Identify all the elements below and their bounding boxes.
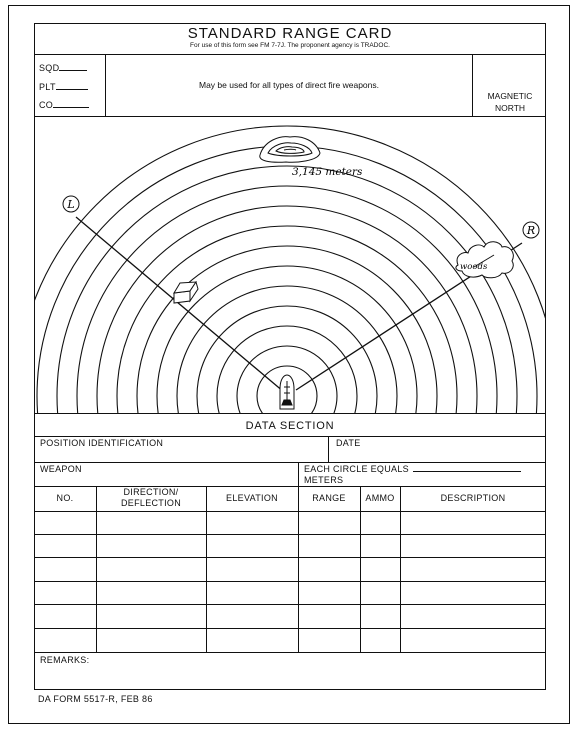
table-row — [34, 558, 546, 582]
table-cell-elevation[interactable] — [210, 539, 294, 553]
plt-label: PLT — [39, 82, 56, 92]
table-cell-description[interactable] — [404, 562, 542, 576]
table-cell-direction[interactable] — [100, 515, 202, 529]
table-cell-range[interactable] — [302, 562, 356, 576]
magnetic-north-label-1: MAGNETIC — [487, 91, 533, 101]
table-cell-no[interactable] — [38, 539, 92, 553]
position-identification-label: POSITION IDENTIFICATION — [40, 438, 164, 448]
distance-label: 3,145 meters — [292, 166, 363, 178]
col-header-range: RANGE — [312, 493, 346, 503]
unit-divider — [105, 54, 106, 116]
table-cell-range[interactable] — [302, 586, 356, 600]
table-cell-ammo[interactable] — [364, 633, 396, 647]
date-divider — [328, 436, 329, 462]
left-sector-line — [76, 217, 284, 392]
col-header-elevation: ELEVATION — [226, 493, 278, 503]
meters-label: METERS — [304, 475, 344, 485]
circle-equals-label: EACH CIRCLE EQUALS — [304, 464, 409, 474]
form-id: DA FORM 5517-R, FEB 86 — [38, 694, 153, 704]
table-row — [34, 511, 546, 535]
table-cell-direction[interactable] — [100, 562, 202, 576]
left-limit-letter: L — [67, 198, 75, 211]
table-cell-direction[interactable] — [100, 609, 202, 623]
table-cell-description[interactable] — [404, 609, 542, 623]
north-divider — [472, 54, 473, 116]
table-cell-elevation[interactable] — [210, 633, 294, 647]
table-cell-no[interactable] — [38, 562, 92, 576]
table-cell-ammo[interactable] — [364, 562, 396, 576]
table-row — [34, 535, 546, 559]
table-cell-range[interactable] — [302, 609, 356, 623]
usage-note: May be used for all types of direct fire weapons. — [198, 80, 379, 90]
co-label: CO — [39, 100, 54, 110]
heading-divider — [34, 436, 546, 437]
table-cell-no[interactable] — [38, 515, 92, 529]
table-cell-elevation[interactable] — [210, 562, 294, 576]
table-cell-ammo[interactable] — [364, 515, 396, 529]
weapon-label: WEAPON — [40, 464, 82, 474]
weapon-position-icon — [280, 375, 294, 409]
sqd-label: SQD — [39, 63, 60, 73]
table-cell-description[interactable] — [404, 586, 542, 600]
data-table-body — [34, 511, 546, 652]
col-header-no: NO. — [56, 493, 74, 503]
table-cell-description[interactable] — [404, 515, 542, 529]
form-subtitle: For use of this form see FM 7-7J. The proponent agency is TRADOC. — [190, 42, 390, 49]
right-limit-letter: R — [526, 224, 536, 237]
circle-equals-field[interactable] — [304, 464, 521, 474]
table-row — [34, 629, 546, 653]
woods-terrain-icon — [456, 242, 513, 278]
table-cell-range[interactable] — [302, 515, 356, 529]
table-cell-no[interactable] — [38, 609, 92, 623]
house-icon — [174, 282, 198, 303]
data-section-heading: DATA SECTION — [245, 420, 335, 432]
table-cell-description[interactable] — [404, 633, 542, 647]
table-cell-ammo[interactable] — [364, 609, 396, 623]
table-cell-no[interactable] — [38, 633, 92, 647]
form-title: STANDARD RANGE CARD — [187, 25, 393, 42]
col-header-direction-2: DEFLECTION — [120, 498, 181, 508]
plt-field[interactable] — [39, 82, 88, 92]
col-header-ammo: AMMO — [365, 493, 395, 503]
hill-terrain-icon — [260, 137, 320, 163]
table-cell-direction[interactable] — [100, 586, 202, 600]
table-cell-ammo[interactable] — [364, 539, 396, 553]
col-header-description: DESCRIPTION — [440, 493, 506, 503]
table-cell-range[interactable] — [302, 633, 356, 647]
table-cell-no[interactable] — [38, 586, 92, 600]
co-field[interactable] — [39, 100, 89, 110]
data-section-top-line — [34, 413, 546, 414]
table-row — [34, 605, 546, 629]
table-cell-elevation[interactable] — [210, 586, 294, 600]
position-row-divider — [34, 462, 546, 463]
table-cell-elevation[interactable] — [210, 609, 294, 623]
magnetic-north-label-2: NORTH — [494, 103, 526, 113]
table-row — [34, 582, 546, 606]
table-cell-ammo[interactable] — [364, 586, 396, 600]
table-bottom-line — [34, 652, 546, 653]
title-divider — [34, 54, 546, 55]
weapon-divider — [298, 462, 299, 486]
table-cell-range[interactable] — [302, 539, 356, 553]
remarks-label: REMARKS: — [40, 655, 90, 665]
woods-label: woods — [460, 262, 488, 272]
date-label: DATE — [336, 438, 361, 448]
table-cell-direction[interactable] — [100, 539, 202, 553]
range-sketch — [34, 117, 546, 413]
col-header-direction-1: DIRECTION/ — [123, 487, 179, 497]
table-cell-description[interactable] — [404, 539, 542, 553]
table-cell-direction[interactable] — [100, 633, 202, 647]
sqd-field[interactable] — [39, 63, 87, 73]
table-cell-elevation[interactable] — [210, 515, 294, 529]
